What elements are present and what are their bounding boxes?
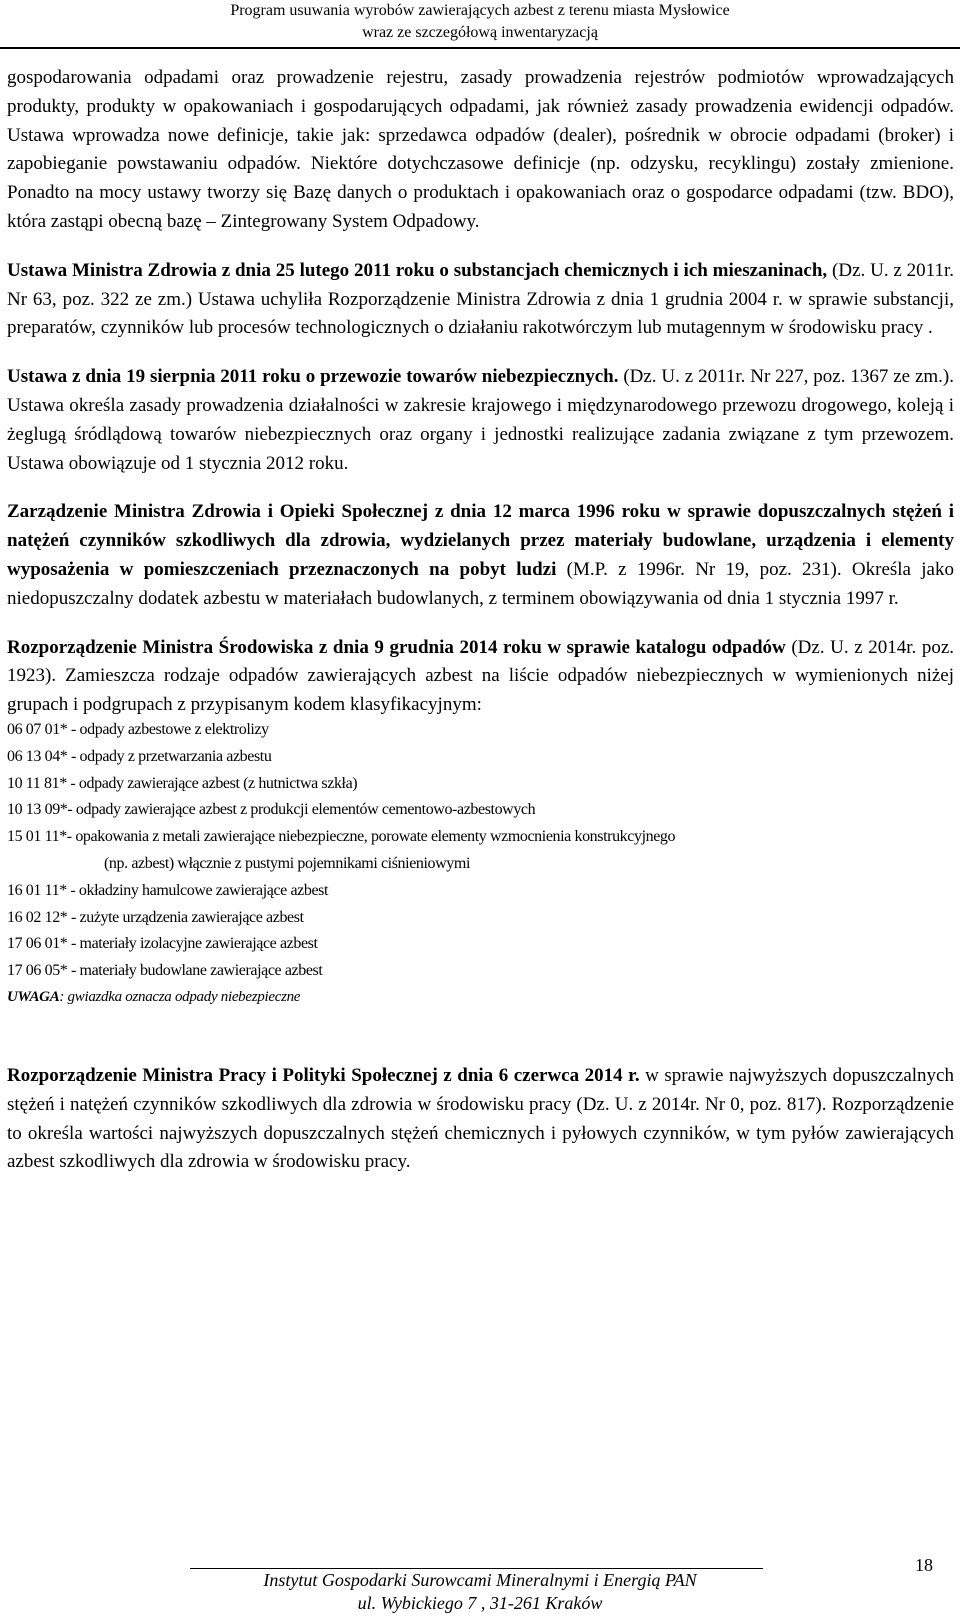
act-title: Rozporządzenie Ministra Środowiska z dnia 9 grudnia 2014 roku w sprawie katalogu odpadów: [7, 636, 786, 658]
page-footer: [0, 1569, 960, 1615]
paragraph-waste-catalogue: [7, 634, 954, 720]
act-text: (Dz. U. z 2011r. Nr 63, poz. 322 ze zm.) Ustawa uchyliła Rozporządzenie Ministra Zdrowia z dnia 1 grudnia 2004 r. w sprawie substancji, preparatów, czynników lub procesów technologicznych o działaniu rakotwórczym lub mutagennym w środowisku pracy .: [7, 259, 954, 339]
act-title: Zarządzenie Ministra Zdrowia i Opieki Społecznej z dnia 12 marca 1996 roku w sprawie dopuszczalnych stężeń i natężeń czynników szkodliwych dla zdrowia, wydzielanych przez materiały budowlane, urządzenia i elementy wyposażenia w pomieszczeniach przeznaczonych na pobyt ludzi: [7, 501, 954, 580]
hazard-note: [7, 985, 954, 1010]
paragraph-chemicals-act: [7, 257, 954, 343]
header-divider: [0, 47, 960, 49]
waste-code-item: 15 01 11*- opakowania z metali zawierające niebezpieczne, porowate elementy wzmocnienia konstrukcyjnego: [7, 828, 676, 846]
footer-address: ul. Wybickiego 7 , 31-261 Kraków: [357, 1593, 603, 1613]
paragraph-transport-act: [7, 363, 954, 478]
act-title: Ustawa z dnia 19 sierpnia 2011 roku o przewozie towarów niebezpiecznych.: [7, 366, 619, 388]
page-header: [0, 0, 960, 44]
act-text: (Dz. U. z 2014r. poz. 1923). Zamieszcza rodzaje odpadów zawierających azbest na liście odpadów niebezpiecznych w wymienionych niżej grupach i podgrupach z przypisanym kodem klasyfikacyjnym:: [7, 636, 954, 716]
act-text: (M.P. z 1996r. Nr 19, poz. 231). Określa jako niedopuszczalny dodatek azbestu w materiałach budowlanych, z terminem obowiązywania od dnia 1 stycznia 1997 r.: [7, 558, 954, 609]
paragraph-labour-ordinance: [7, 1062, 954, 1177]
act-text: (Dz. U. z 2011r. Nr 227, poz. 1367 ze zm.). Ustawa określa zasady prowadzenia działalności w zakresie krajowego i międzynarodowego przewozu drogowego, koleją i żeglugą śródlądową towarów niebezpiecznych oraz organy i jednostki realizujące zadania związane z tym przewozem. Ustawa obowiązuje od 1 stycznia 2012 roku.: [7, 366, 954, 474]
waste-code-item-continuation: (np. azbest) włącznie z pustymi pojemnikami ciśnieniowymi: [104, 854, 470, 872]
page-number: 18: [915, 1555, 933, 1575]
waste-code-item: 10 13 09*- odpady zawierające azbest z produkcji elementów cementowo-azbestowych: [7, 801, 536, 819]
document-body: [7, 64, 954, 1177]
footer-institute: Instytut Gospodarki Surowcami Mineralnymi i Energią PAN: [263, 1570, 697, 1590]
waste-code-item: 06 13 04* - odpady z przetwarzania azbestu: [7, 747, 272, 765]
waste-code-item: 16 01 11* - okładziny hamulcowe zawierające azbest: [7, 881, 329, 899]
waste-code-list: [7, 717, 954, 1010]
note-text: : gwiazdka oznacza odpady niebezpieczne: [59, 988, 301, 1005]
header-title: Program usuwania wyrobów zawierających azbest z terenu miasta Mysłowice: [230, 2, 730, 19]
waste-code-item: 17 06 05* - materiały budowlane zawierające azbest: [7, 962, 323, 980]
paragraph-waste-act: gospodarowania odpadami oraz prowadzenie rejestru, zasady prowadzenia rejestrów podmiotów wprowadzających produkty, produkty w opakowaniach i gospodarujących odpadami, jak również zasady prowadzenia ewidencji odpadów. Ustawa wprowadza nowe definicje, takie jak: sprzedawca odpadów (dealer), pośrednik w obrocie odpadami (broker) i zapobieganie powstawaniu odpadów. Niektóre dotychczasowe definicje (np. odzysku, recyklingu) zostały zmienione. Ponadto na mocy ustawy tworzy się Bazę danych o produktach i opakowaniach oraz o gospodarce odpadami (tzw. BDO), która zastąpi obecną bazę – Zintegrowany System Odpadowy.: [7, 67, 954, 232]
paragraph-health-ordinance: [7, 498, 954, 613]
header-subtitle: wraz ze szczegółową inwentaryzacją: [362, 24, 598, 41]
waste-code-item: 16 02 12* - zużyte urządzenia zawierające azbest: [7, 908, 304, 926]
waste-code-item: 10 11 81* - odpady zawierające azbest (z hutnictwa szkła): [7, 774, 358, 792]
act-title: Ustawa Ministra Zdrowia z dnia 25 lutego 2011 roku o substancjach chemicznych i ich mieszaninach,: [7, 259, 828, 281]
act-text: w sprawie najwyższych dopuszczalnych stężeń i natężeń czynników szkodliwych dla zdrowia w środowisku pracy (Dz. U. z 2014r. Nr 0, poz. 817). Rozporządzenie to określa wartości najwyższych dopuszczalnych stężeń chemicznych i pyłowych czynników, w tym pyłów zawierających azbest szkodliwych dla zdrowia w środowisku pracy.: [7, 1064, 954, 1173]
waste-code-item: 06 07 01* - odpady azbestowe z elektrolizy: [7, 720, 269, 738]
act-title: Rozporządzenie Ministra Pracy i Polityki Społecznej z dnia 6 czerwca 2014 r.: [7, 1064, 640, 1086]
waste-code-item: 17 06 01* - materiały izolacyjne zawierające azbest: [7, 935, 318, 953]
note-label: UWAGA: [7, 988, 60, 1005]
